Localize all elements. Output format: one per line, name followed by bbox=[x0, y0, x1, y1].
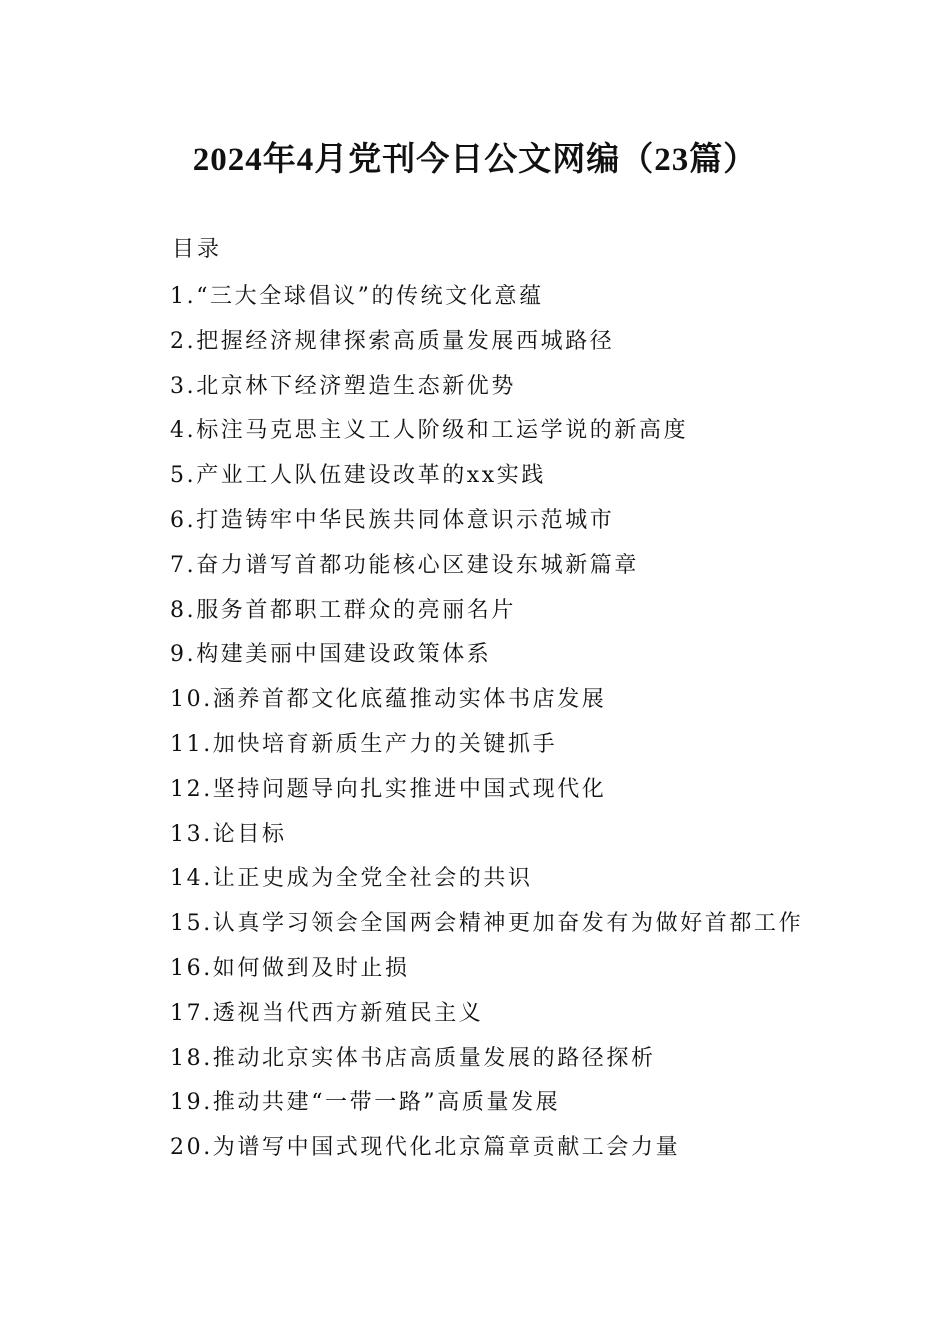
toc-item: 3.北京林下经济塑造生态新优势 bbox=[170, 373, 516, 399]
toc-item: 1.“三大全球倡议”的传统文化意蕴 bbox=[170, 284, 544, 309]
toc-item: 7.奋力谱写首都功能核心区建设东城新篇章 bbox=[170, 552, 639, 578]
toc-item: 6.打造铸牢中华民族共同体意识示范城市 bbox=[170, 507, 615, 533]
toc-heading: 目录 bbox=[172, 237, 223, 262]
toc-list bbox=[170, 279, 910, 1175]
toc-item: 14.让正史成为全党全社会的共识 bbox=[170, 866, 533, 892]
toc-item: 19.推动共建“一带一路”高质量发展 bbox=[170, 1090, 561, 1116]
toc-item: 13.论目标 bbox=[170, 821, 287, 847]
toc-item: 11.加快培育新质生产力的关键抓手 bbox=[170, 731, 558, 757]
toc-item: 17.透视当代西方新殖民主义 bbox=[170, 1000, 484, 1026]
toc-item: 5.产业工人队伍建设改革的xx实践 bbox=[170, 463, 547, 489]
toc-item: 18.推动北京实体书店高质量发展的路径探析 bbox=[170, 1045, 656, 1071]
toc-item: 10.涵养首都文化底蕴推动实体书店发展 bbox=[170, 687, 607, 713]
document-title: 2024年4月党刊今日公文网编（23篇） bbox=[192, 142, 758, 178]
toc-item: 8.服务首都职工群众的亮丽名片 bbox=[170, 597, 516, 623]
toc-item: 15.认真学习领会全国两会精神更加奋发有为做好首都工作 bbox=[170, 911, 804, 937]
toc-item: 20.为谱写中国式现代化北京篇章贡献工会力量 bbox=[170, 1135, 681, 1161]
toc-item: 9.构建美丽中国建设政策体系 bbox=[170, 642, 492, 668]
toc-item: 2.把握经济规律探索高质量发展西城路径 bbox=[170, 328, 615, 354]
toc-item: 12.坚持问题导向扎实推进中国式现代化 bbox=[170, 776, 607, 802]
toc-item: 4.标注马克思主义工人阶级和工运学说的新高度 bbox=[170, 418, 689, 444]
toc-item: 16.如何做到及时止损 bbox=[170, 955, 410, 981]
